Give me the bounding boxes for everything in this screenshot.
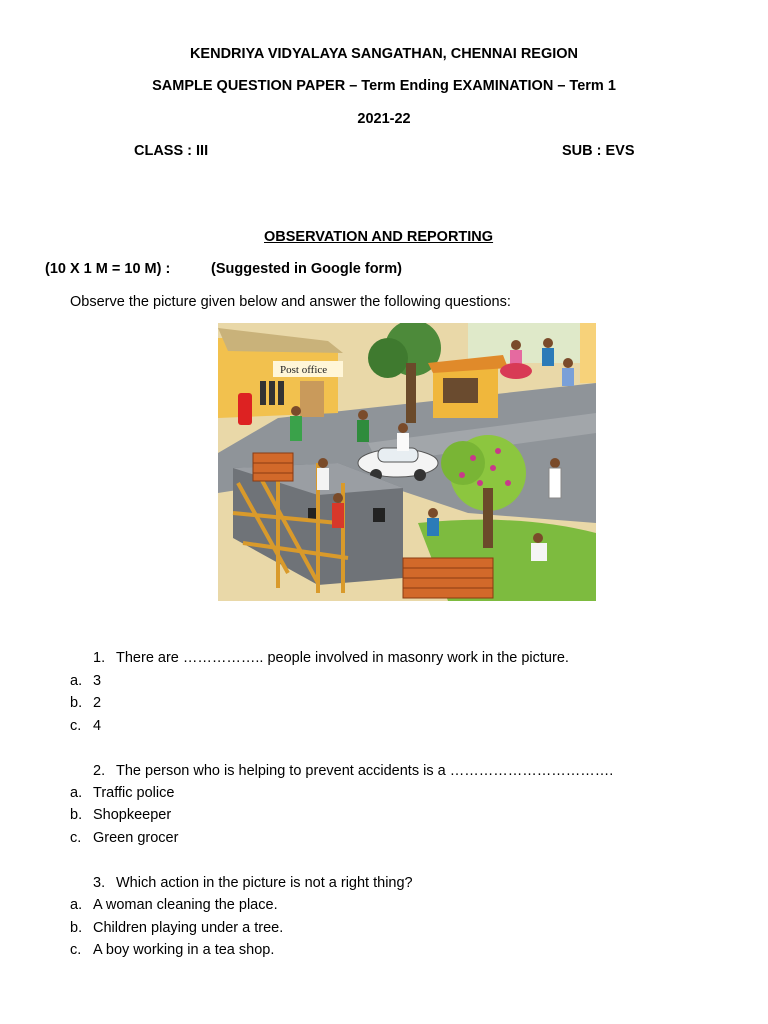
option-text: A woman cleaning the place. <box>93 897 278 913</box>
option-text: 4 <box>93 718 102 734</box>
option-text: A boy working in a tea shop. <box>93 942 275 958</box>
option-letter: b. <box>70 695 83 711</box>
option-letter: a. <box>70 897 83 913</box>
academic-year: 2021-22 <box>357 111 411 127</box>
option-letter: c. <box>70 942 82 958</box>
section-title: OBSERVATION AND REPORTING <box>264 229 494 245</box>
class-label: CLASS : III <box>134 143 209 159</box>
option-letter: b. <box>70 920 83 936</box>
street-scene-illustration <box>218 323 596 601</box>
option-text: Green grocer <box>93 830 179 846</box>
question-text: The person who is helping to prevent accidents is a ……………………………. <box>116 763 614 779</box>
school-name: KENDRIYA VIDYALAYA SANGATHAN, CHENNAI REGION <box>189 46 579 62</box>
option-letter: a. <box>70 785 83 801</box>
option-text: 3 <box>93 673 102 689</box>
instruction-text: Observe the picture given below and answer the following questions: <box>70 294 511 310</box>
option-text: Traffic police <box>93 785 175 801</box>
option-letter: c. <box>70 718 82 734</box>
option-text: 2 <box>93 695 102 711</box>
subject-label: SUB : EVS <box>562 143 635 159</box>
question-text: There are …………….. people involved in masonry work in the picture. <box>116 650 569 666</box>
question-number: 3. <box>93 875 106 891</box>
question-number: 1. <box>93 650 106 666</box>
paper-title: SAMPLE QUESTION PAPER – Term Ending EXAMINATION – Term 1 <box>152 78 616 94</box>
option-letter: a. <box>70 673 83 689</box>
post-office-sign: Post office <box>280 364 328 376</box>
option-letter: b. <box>70 807 83 823</box>
option-text: Children playing under a tree. <box>93 920 284 936</box>
question-text: Which action in the picture is not a right thing? <box>116 875 413 891</box>
option-letter: c. <box>70 830 82 846</box>
post-box <box>238 393 252 425</box>
form-note: (Suggested in Google form) <box>211 261 402 277</box>
question-number: 2. <box>93 763 106 779</box>
option-text: Shopkeeper <box>93 807 172 823</box>
marks-scheme: (10 X 1 M = 10 M) : <box>45 261 171 277</box>
